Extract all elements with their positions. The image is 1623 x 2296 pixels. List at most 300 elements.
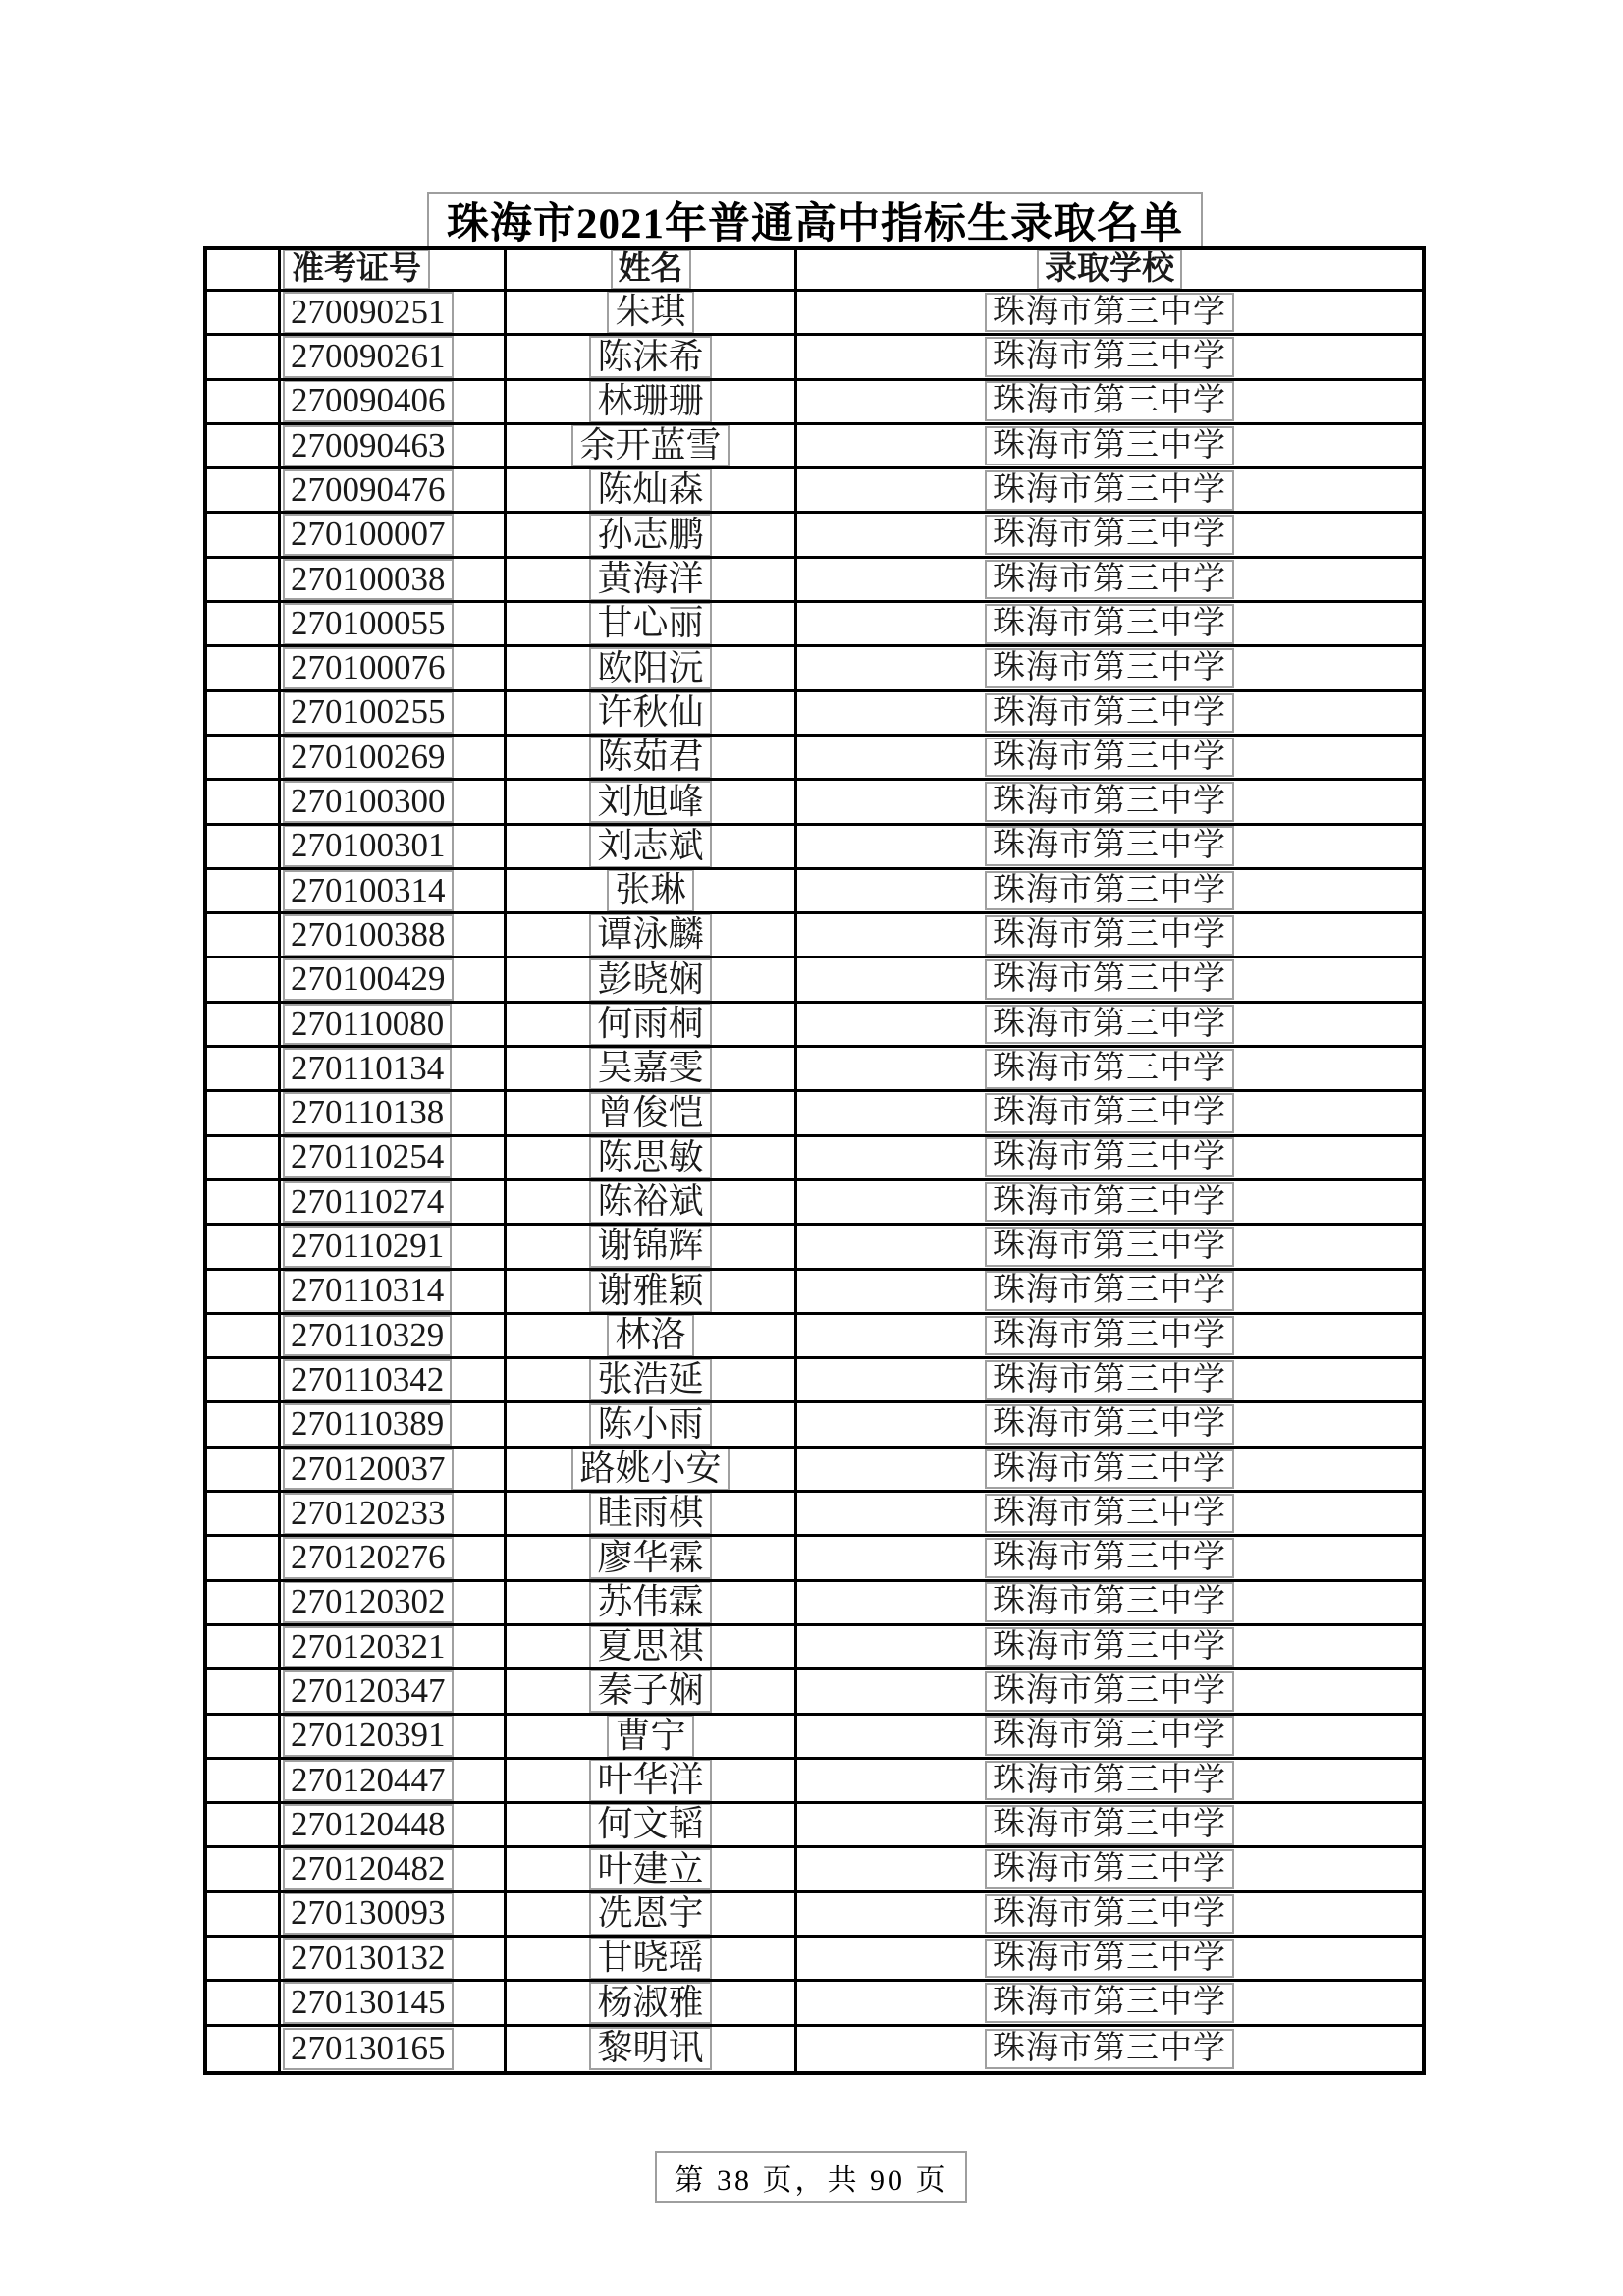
school-value: 珠海市第三中学: [985, 1805, 1234, 1845]
name-value: 陈思敏: [589, 1137, 711, 1178]
exam-number-cell: [281, 1181, 507, 1223]
name-cell: [507, 1449, 797, 1490]
name-cell: [507, 381, 797, 422]
school-cell: [797, 2027, 1422, 2071]
exam-number-value: 270130165: [283, 2028, 454, 2070]
row-spacer-cell: [207, 870, 281, 911]
school-value: 珠海市第三中学: [985, 1182, 1234, 1223]
exam-number-cell: [281, 1403, 507, 1445]
school-value: 珠海市第三中学: [985, 1894, 1234, 1935]
exam-number-cell: [281, 647, 507, 688]
exam-number-value: 270100269: [283, 737, 454, 778]
name-value: 路姚小安: [571, 1449, 729, 1490]
school-value: 珠海市第三中学: [985, 1849, 1234, 1889]
exam-number-cell: [281, 1537, 507, 1578]
exam-number-cell: [281, 603, 507, 644]
school-cell: [797, 1092, 1422, 1133]
exam-number-value: 270120321: [283, 1626, 454, 1667]
name-value: 陈裕斌: [589, 1181, 711, 1223]
exam-number-cell: [281, 1004, 507, 1045]
school-cell: [797, 425, 1422, 466]
school-value: 珠海市第三中学: [985, 959, 1234, 1000]
school-cell: [797, 1004, 1422, 1045]
exam-number-value: 270090261: [283, 336, 454, 377]
exam-number-value: 270090476: [283, 469, 454, 511]
row-spacer-cell: [207, 1804, 281, 1845]
exam-number-cell: [281, 1315, 507, 1356]
table-row: [207, 1181, 1422, 1226]
name-cell: [507, 1181, 797, 1223]
row-spacer-cell: [207, 826, 281, 867]
school-cell: [797, 1048, 1422, 1089]
school-cell: [797, 1893, 1422, 1935]
school-cell: [797, 1449, 1422, 1490]
school-value: 珠海市第三中学: [985, 1494, 1234, 1534]
name-cell: [507, 781, 797, 822]
name-cell: [507, 1359, 797, 1400]
exam-number-cell: [281, 1137, 507, 1178]
table-row: [207, 647, 1422, 691]
page-number-box: [655, 2151, 967, 2203]
table-row: [207, 1848, 1422, 1892]
exam-number-value: 270100255: [283, 692, 454, 734]
exam-number-cell: [281, 1760, 507, 1801]
name-value: 彭晓娴: [589, 958, 711, 1000]
table-row: [207, 336, 1422, 380]
school-cell: [797, 1982, 1422, 2023]
school-cell: [797, 336, 1422, 377]
name-cell: [507, 1804, 797, 1845]
school-cell: [797, 958, 1422, 1000]
table-row: [207, 1449, 1422, 1493]
table-row: [207, 1582, 1422, 1626]
exam-number-value: 270100388: [283, 914, 454, 956]
name-cell: [507, 1048, 797, 1089]
name-cell: [507, 2027, 797, 2071]
school-cell: [797, 1804, 1422, 1845]
school-cell: [797, 1226, 1422, 1267]
table-row: [207, 381, 1422, 425]
exam-number-cell: [281, 514, 507, 555]
row-spacer-cell: [207, 514, 281, 555]
exam-number-value: 270090251: [283, 292, 454, 333]
name-cell: [507, 1582, 797, 1623]
name-value: 陈茹君: [589, 737, 711, 778]
name-value: 林珊珊: [589, 381, 711, 422]
table-row: [207, 781, 1422, 825]
school-cell: [797, 1582, 1422, 1623]
school-value: 珠海市第三中学: [985, 871, 1234, 911]
row-spacer-cell: [207, 1982, 281, 2023]
school-value: 珠海市第三中学: [985, 693, 1234, 734]
table-row: [207, 292, 1422, 336]
row-spacer-cell: [207, 1716, 281, 1757]
name-value: 许秋仙: [589, 692, 711, 734]
exam-number-cell: [281, 737, 507, 778]
exam-number-value: 270120391: [283, 1716, 454, 1757]
school-cell: [797, 1848, 1422, 1889]
table-row: [207, 1493, 1422, 1537]
row-spacer-cell: [207, 1626, 281, 1667]
name-value: 秦子娴: [589, 1670, 711, 1712]
name-cell: [507, 1982, 797, 2023]
school-value: 珠海市第三中学: [985, 826, 1234, 866]
exam-number-value: 270100076: [283, 647, 454, 688]
school-cell: [797, 1716, 1422, 1757]
table-row: [207, 826, 1422, 870]
school-value: 珠海市第三中学: [985, 1627, 1234, 1667]
school-value: 珠海市第三中学: [985, 648, 1234, 688]
exam-number-cell: [281, 469, 507, 511]
exam-number-value: 270130093: [283, 1893, 454, 1935]
table-row: [207, 1226, 1422, 1270]
exam-number-value: 270100301: [283, 826, 454, 867]
school-cell: [797, 1760, 1422, 1801]
exam-number-value: 270100055: [283, 603, 454, 644]
school-cell: [797, 692, 1422, 734]
name-cell: [507, 1893, 797, 1935]
school-cell: [797, 603, 1422, 644]
row-spacer-cell: [207, 381, 281, 422]
name-value: 何文韬: [589, 1804, 711, 1845]
school-value: 珠海市第三中学: [985, 1005, 1234, 1045]
exam-number-value: 270110138: [283, 1092, 452, 1133]
school-value: 珠海市第三中学: [985, 738, 1234, 778]
name-cell: [507, 1848, 797, 1889]
row-spacer-cell: [207, 603, 281, 644]
name-value: 吴嘉雯: [589, 1048, 711, 1089]
row-spacer-cell: [207, 1048, 281, 1089]
table-row: [207, 1804, 1422, 1848]
name-value: 余开蓝雪: [571, 425, 729, 466]
school-value: 珠海市第三中学: [985, 1049, 1234, 1089]
row-spacer-cell: [207, 1359, 281, 1400]
exam-number-cell: [281, 914, 507, 956]
school-value: 珠海市第三中学: [985, 604, 1234, 644]
school-value: 珠海市第三中学: [985, 1093, 1234, 1133]
name-cell: [507, 1716, 797, 1757]
school-cell: [797, 1626, 1422, 1667]
school-cell: [797, 914, 1422, 956]
school-value: 珠海市第三中学: [985, 2029, 1234, 2069]
name-value: 刘志斌: [589, 826, 711, 867]
exam-number-cell: [281, 381, 507, 422]
table-row: [207, 559, 1422, 603]
name-value: 黎明讯: [589, 2027, 711, 2070]
name-value: 叶华洋: [589, 1760, 711, 1801]
exam-number-value: 270120447: [283, 1760, 454, 1801]
table-row: [207, 2027, 1422, 2071]
school-cell: [797, 1181, 1422, 1223]
exam-number-cell: [281, 1092, 507, 1133]
school-value: 珠海市第三中学: [985, 1227, 1234, 1267]
exam-number-cell: [281, 1582, 507, 1623]
row-spacer-cell: [207, 469, 281, 511]
name-cell: [507, 1670, 797, 1712]
school-cell: [797, 1537, 1422, 1578]
name-value: 眭雨棋: [589, 1493, 711, 1534]
row-spacer-cell: [207, 2027, 281, 2071]
row-spacer-cell: [207, 559, 281, 600]
header-exam-number-cell: [281, 250, 507, 289]
exam-number-value: 270110389: [283, 1403, 452, 1445]
exam-number-cell: [281, 692, 507, 734]
name-cell: [507, 692, 797, 734]
row-spacer-cell: [207, 425, 281, 466]
exam-number-cell: [281, 958, 507, 1000]
table-row: [207, 1092, 1422, 1136]
school-cell: [797, 1670, 1422, 1712]
name-cell: [507, 469, 797, 511]
row-spacer-cell: [207, 1004, 281, 1045]
school-value: 珠海市第三中学: [985, 1271, 1234, 1311]
school-cell: [797, 1271, 1422, 1312]
row-spacer-cell: [207, 781, 281, 822]
document-title-box: [427, 192, 1203, 247]
header-name-cell: [507, 250, 797, 289]
exam-number-cell: [281, 1226, 507, 1267]
row-spacer-cell: [207, 1271, 281, 1312]
table-row: [207, 737, 1422, 781]
exam-number-value: 270120482: [283, 1848, 454, 1889]
name-cell: [507, 1626, 797, 1667]
exam-number-cell: [281, 425, 507, 466]
exam-number-cell: [281, 1938, 507, 1979]
table-row: [207, 1359, 1422, 1403]
exam-number-value: 270120233: [283, 1493, 454, 1534]
exam-number-value: 270110291: [283, 1226, 452, 1267]
name-cell: [507, 514, 797, 555]
name-value: 欧阳沅: [589, 647, 711, 688]
exam-number-value: 270100007: [283, 514, 454, 555]
name-cell: [507, 425, 797, 466]
school-value: 珠海市第三中学: [985, 293, 1234, 333]
exam-number-value: 270120302: [283, 1582, 454, 1623]
name-value: 朱琪: [607, 292, 693, 333]
school-cell: [797, 647, 1422, 688]
school-value: 珠海市第三中学: [985, 1939, 1234, 1979]
name-cell: [507, 958, 797, 1000]
exam-number-value: 270090463: [283, 425, 454, 466]
school-cell: [797, 469, 1422, 511]
exam-number-value: 270120276: [283, 1537, 454, 1578]
exam-number-value: 270090406: [283, 381, 454, 422]
row-spacer-cell: [207, 914, 281, 956]
row-spacer-cell: [207, 1938, 281, 1979]
table-row: [207, 1537, 1422, 1581]
name-value: 张琳: [607, 870, 693, 911]
table-row: [207, 870, 1422, 914]
exam-number-value: 270110254: [283, 1137, 452, 1178]
table-row: [207, 1403, 1422, 1448]
exam-number-value: 270130145: [283, 1982, 454, 2023]
school-value: 珠海市第三中学: [985, 470, 1234, 511]
table-row: [207, 1271, 1422, 1315]
name-value: 谢雅颖: [589, 1271, 711, 1312]
exam-number-cell: [281, 1271, 507, 1312]
name-value: 刘旭峰: [589, 781, 711, 822]
name-value: 曹宁: [607, 1716, 693, 1757]
table-row: [207, 1893, 1422, 1938]
name-value: 孙志鹏: [589, 514, 711, 555]
exam-number-value: 270130132: [283, 1938, 454, 1979]
school-cell: [797, 1403, 1422, 1445]
school-cell: [797, 292, 1422, 333]
school-cell: [797, 514, 1422, 555]
name-cell: [507, 1493, 797, 1534]
header-school-cell: [797, 250, 1422, 289]
exam-number-cell: [281, 2027, 507, 2071]
name-value: 陈小雨: [589, 1403, 711, 1445]
school-cell: [797, 737, 1422, 778]
admission-table: [203, 246, 1426, 2075]
school-cell: [797, 559, 1422, 600]
name-cell: [507, 336, 797, 377]
row-spacer-cell: [207, 1893, 281, 1935]
exam-number-value: 270120037: [283, 1449, 454, 1490]
table-row: [207, 1004, 1422, 1048]
name-value: 叶建立: [589, 1848, 711, 1889]
name-header-label: 姓名: [611, 250, 691, 289]
exam-number-cell: [281, 1982, 507, 2023]
name-value: 谢锦辉: [589, 1226, 711, 1267]
table-header-row: [207, 250, 1422, 292]
row-spacer-cell: [207, 692, 281, 734]
exam-number-value: 270120448: [283, 1804, 454, 1845]
name-value: 甘心丽: [589, 603, 711, 644]
school-cell: [797, 1938, 1422, 1979]
table-row: [207, 469, 1422, 514]
school-value: 珠海市第三中学: [985, 1360, 1234, 1400]
name-cell: [507, 1092, 797, 1133]
table-row: [207, 914, 1422, 958]
name-cell: [507, 1938, 797, 1979]
school-cell: [797, 1137, 1422, 1178]
school-value: 珠海市第三中学: [985, 1538, 1234, 1578]
exam-number-cell: [281, 292, 507, 333]
exam-number-cell: [281, 1716, 507, 1757]
table-row: [207, 425, 1422, 469]
exam-number-value: 270100314: [283, 870, 454, 911]
exam-number-cell: [281, 559, 507, 600]
name-value: 张浩延: [589, 1359, 711, 1400]
exam-number-cell: [281, 781, 507, 822]
name-value: 林洛: [607, 1315, 693, 1356]
school-value: 珠海市第三中学: [985, 1716, 1234, 1756]
name-value: 陈沫希: [589, 336, 711, 377]
table-row: [207, 1938, 1422, 1982]
school-value: 珠海市第三中学: [985, 337, 1234, 377]
exam-number-value: 270110342: [283, 1359, 452, 1400]
school-cell: [797, 1315, 1422, 1356]
name-value: 黄海洋: [589, 559, 711, 600]
page-number-text: 第 38 页，共 90 页: [674, 2163, 948, 2197]
name-cell: [507, 870, 797, 911]
name-cell: [507, 737, 797, 778]
school-cell: [797, 1493, 1422, 1534]
row-spacer-cell: [207, 958, 281, 1000]
school-cell: [797, 870, 1422, 911]
table-row: [207, 1982, 1422, 2026]
name-value: 曾俊恺: [589, 1092, 711, 1133]
row-spacer-cell: [207, 1137, 281, 1178]
school-header-label: 录取学校: [1037, 250, 1182, 289]
table-row: [207, 1716, 1422, 1760]
exam-number-header-label: 准考证号: [283, 250, 430, 289]
row-spacer-cell: [207, 1582, 281, 1623]
table-row: [207, 1760, 1422, 1804]
name-value: 杨淑雅: [589, 1982, 711, 2023]
school-value: 珠海市第三中学: [985, 1404, 1234, 1445]
name-cell: [507, 826, 797, 867]
table-row: [207, 1626, 1422, 1670]
name-cell: [507, 559, 797, 600]
school-cell: [797, 381, 1422, 422]
row-spacer-cell: [207, 292, 281, 333]
exam-number-value: 270100429: [283, 958, 454, 1000]
exam-number-value: 270100038: [283, 559, 454, 600]
name-value: 谭泳麟: [589, 914, 711, 956]
name-cell: [507, 1226, 797, 1267]
school-value: 珠海市第三中学: [985, 1316, 1234, 1356]
row-spacer-cell: [207, 647, 281, 688]
exam-number-cell: [281, 1493, 507, 1534]
exam-number-cell: [281, 1626, 507, 1667]
name-cell: [507, 1537, 797, 1578]
exam-number-value: 270110274: [283, 1181, 452, 1223]
exam-number-value: 270110080: [283, 1004, 452, 1045]
school-cell: [797, 826, 1422, 867]
exam-number-value: 270110329: [283, 1315, 452, 1356]
school-value: 珠海市第三中学: [985, 1983, 1234, 2023]
school-value: 珠海市第三中学: [985, 381, 1234, 421]
name-cell: [507, 647, 797, 688]
exam-number-value: 270120347: [283, 1670, 454, 1712]
school-value: 珠海市第三中学: [985, 515, 1234, 555]
row-spacer-cell: [207, 1092, 281, 1133]
school-value: 珠海市第三中学: [985, 1761, 1234, 1801]
row-spacer-cell: [207, 1181, 281, 1223]
exam-number-value: 270110134: [283, 1048, 452, 1089]
table-row: [207, 1137, 1422, 1181]
table-row: [207, 603, 1422, 647]
exam-number-cell: [281, 1359, 507, 1400]
row-spacer-cell: [207, 1226, 281, 1267]
school-value: 珠海市第三中学: [985, 560, 1234, 600]
row-spacer-cell: [207, 1315, 281, 1356]
table-row: [207, 1048, 1422, 1092]
exam-number-cell: [281, 1449, 507, 1490]
table-row: [207, 692, 1422, 737]
school-cell: [797, 1359, 1422, 1400]
row-spacer-cell: [207, 1493, 281, 1534]
row-spacer-cell: [207, 1403, 281, 1445]
row-spacer-cell: [207, 1848, 281, 1889]
name-cell: [507, 603, 797, 644]
exam-number-cell: [281, 1048, 507, 1089]
exam-number-cell: [281, 336, 507, 377]
exam-number-cell: [281, 1893, 507, 1935]
name-cell: [507, 1315, 797, 1356]
row-spacer-cell: [207, 737, 281, 778]
name-cell: [507, 1760, 797, 1801]
name-cell: [507, 1271, 797, 1312]
exam-number-cell: [281, 870, 507, 911]
name-value: 夏思祺: [589, 1626, 711, 1667]
name-cell: [507, 1137, 797, 1178]
row-spacer-cell: [207, 1670, 281, 1712]
exam-number-cell: [281, 1848, 507, 1889]
